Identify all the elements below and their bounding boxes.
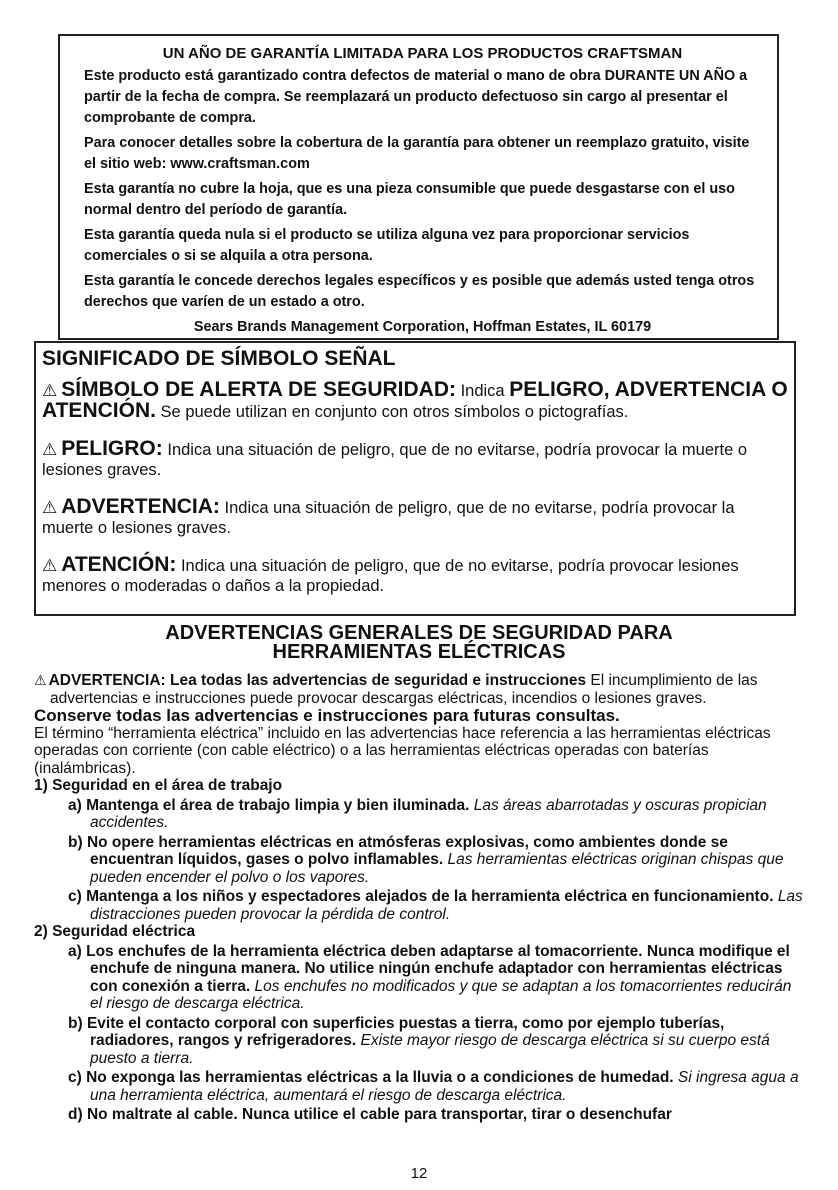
warranty-signature: Sears Brands Management Corporation, Hoffman Estates, IL 60179 <box>193 319 652 335</box>
general-safety-section <box>34 620 804 1124</box>
warranty-paragraph: Para conocer detalles sobre la cobertura de la garantía para obtener un reemplazo gratuito, visite el sitio web: www.craftsman.com <box>84 135 750 172</box>
rule-bold-text: No exponga las herramientas eléctricas a la lluvia o a condiciones de humedad. <box>86 1069 674 1086</box>
warning-triangle-icon: ⚠ <box>42 381 58 400</box>
safety-alert-text: Se puede utilizan en conjunto con otros símbolos o pictografías. <box>160 403 629 421</box>
term-definition: El término “herramienta eléctrica” incluido en las advertencias hace referencia a las herramientas eléctricas operadas con corriente (con cable eléctrico) o a las herramientas eléctricas operadas con baterías (inalámbricas). <box>34 724 771 777</box>
rule-bold-text: No opere herramientas eléctricas en atmósferas explosivas, como ambientes donde se encuentran líquidos, gases o polvo inflamables. <box>86 833 728 868</box>
general-safety-title <box>34 624 804 662</box>
warning-triangle-icon: ⚠ <box>42 498 58 517</box>
rule-label: b) <box>68 1014 83 1032</box>
page-number: 12 <box>410 1165 428 1182</box>
conserve-heading: Conserve todas las advertencias e instrucciones para futuras consultas. <box>34 706 620 725</box>
symbols-title: SIGNIFICADO DE SÍMBOLO SEÑAL <box>42 347 396 370</box>
warning-label: ADVERTENCIA: <box>61 495 220 518</box>
warning-triangle-icon: ⚠ <box>42 556 58 575</box>
rule-explanation: Si ingresa agua a una herramienta eléctrica, aumentará el riesgo de descarga eléctrica. <box>90 1069 799 1104</box>
safety-alert-mid: Indica <box>460 382 505 400</box>
rule-label: b) <box>68 833 83 851</box>
safety-alert-emphasis: PELIGRO, ADVERTENCIA O ATENCIÓN. <box>42 378 788 422</box>
rule-explanation: Las distracciones pueden provocar la pérdida de control. <box>90 888 803 923</box>
warranty-title: UN AÑO DE GARANTÍA LIMITADA PARA LOS PRODUCTOS CRAFTSMAN <box>162 45 683 62</box>
warranty-paragraph: Esta garantía no cubre la hoja, que es una pieza consumible que puede desgastarse con el uso normal dentro del período de garantía. <box>84 181 735 218</box>
caution-entry <box>42 555 788 596</box>
danger-label: PELIGRO: <box>61 437 163 460</box>
signal-symbols-box <box>34 341 796 616</box>
warranty-box <box>58 34 779 340</box>
rule-explanation: Existe mayor riesgo de descarga eléctrica si su cuerpo está puesto a tierra. <box>90 1032 770 1067</box>
safety-alert-label: SÍMBOLO DE ALERTA DE SEGURIDAD: <box>61 378 456 401</box>
safety-rule-item <box>34 1015 804 1068</box>
warning-text: Indica una situación de peligro, que de no evitarse, podría provocar la muerte o lesiones graves. <box>42 499 735 537</box>
caution-label: ATENCIÓN: <box>61 553 177 576</box>
general-title-line: ADVERTENCIAS GENERALES DE SEGURIDAD PARA <box>165 622 673 644</box>
danger-text: Indica una situación de peligro, que de no evitarse, podría provocar la muerte o lesiones graves. <box>42 441 748 479</box>
rule-label: c) <box>68 888 82 905</box>
rule-bold-text: Evite el contacto corporal con superficies puestas a tierra, como por ejemplo tuberías, radiadores, rangos y refrigeradores. <box>86 1014 725 1049</box>
safety-rule-item <box>34 888 804 923</box>
safety-rule-item <box>34 1069 804 1104</box>
warranty-paragraph: Esta garantía queda nula si el producto se utiliza alguna vez para proporcionar servicios comerciales o si se alquila a otra persona. <box>84 227 690 264</box>
read-all-warning-bold: ADVERTENCIA: Lea todas las advertencias de seguridad e instrucciones <box>48 672 587 689</box>
section-title: 2) Seguridad eléctrica <box>34 923 196 940</box>
read-all-warning-text: El incumplimiento de las advertencias e instrucciones puede provocar descargas eléctricas, incendios o lesiones graves. <box>50 672 758 707</box>
safety-rule-item <box>34 1106 804 1124</box>
rule-label: a) <box>68 796 82 814</box>
rule-bold-text: Los enchufes de la herramienta eléctrica deben adaptarse al tomacorriente. Nunca modifique el enchufe de ninguna manera. No utilice ningún enchufe adaptador con herramientas eléctricas con conexión a tierra. <box>86 942 790 995</box>
safety-alert-entry <box>42 380 788 422</box>
warning-triangle-icon: ⚠ <box>42 440 58 459</box>
general-title-line: HERRAMIENTAS ELÉCTRICAS <box>272 641 566 663</box>
rule-explanation: Las herramientas eléctricas originan chispas que pueden encender el polvo o los vapores. <box>90 851 784 886</box>
rule-explanation: Los enchufes no modificados y que se adaptan a los tomacorrientes reducirán el riesgo de descarga eléctrica. <box>90 977 792 1012</box>
rule-bold-text: Mantenga a los niños y espectadores alejados de la herramienta eléctrica en funcionamiento. <box>86 888 774 905</box>
safety-rule-item <box>34 797 804 832</box>
caution-text: Indica una situación de peligro, que de no evitarse, podría provocar lesiones menores o moderadas o daños a la propiedad. <box>42 557 739 595</box>
rule-bold-text: No maltrate al cable. Nunca utilice el cable para transportar, tirar o desenchufar <box>86 1106 672 1123</box>
read-all-warning <box>34 672 804 707</box>
safety-rule-item <box>34 943 804 1013</box>
rule-label: a) <box>68 942 82 960</box>
rule-label: c) <box>68 1069 82 1086</box>
warranty-paragraph: Esta garantía le concede derechos legales específicos y es posible que además usted tenga otros derechos que varíen de un estado a otro. <box>84 273 755 310</box>
section-title: 1) Seguridad en el área de trabajo <box>34 777 283 794</box>
warranty-paragraph: Este producto está garantizado contra defectos de material o mano de obra DURANTE UN AÑO a partir de la fecha de compra. Se reemplazará un producto defectuoso sin cargo al presentar el comprobante de compra. <box>84 68 748 126</box>
rule-bold-text: Mantenga el área de trabajo limpia y bien iluminada. <box>86 796 470 814</box>
rule-explanation: Las áreas abarrotadas y oscuras propician accidentes. <box>90 796 767 831</box>
danger-entry <box>42 439 788 480</box>
safety-sections <box>34 777 804 1124</box>
safety-rule-item <box>34 834 804 887</box>
warning-triangle-icon: ⚠ <box>34 672 47 688</box>
rule-label: d) <box>68 1106 83 1123</box>
warning-entry <box>42 497 788 538</box>
